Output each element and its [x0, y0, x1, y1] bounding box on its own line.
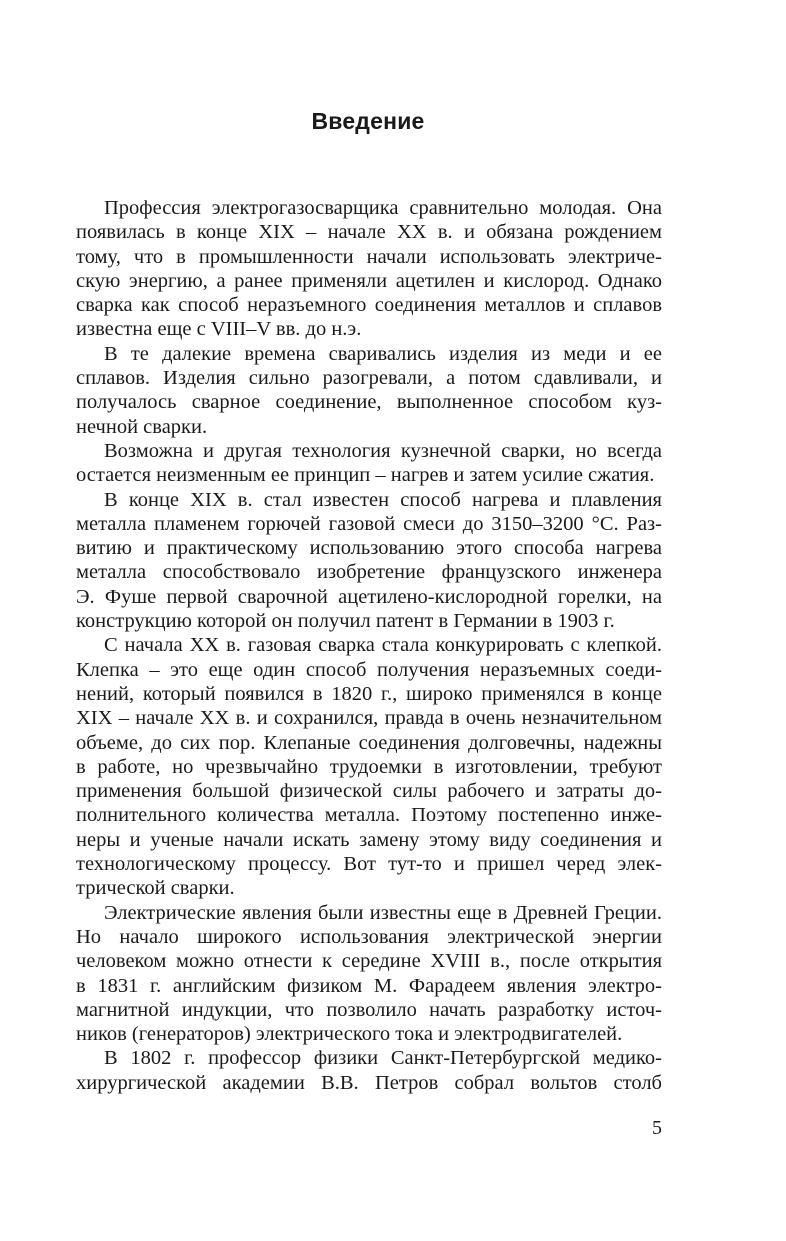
text-line: сварка как способ неразъемного соединения металлов и сплавов	[76, 294, 662, 317]
text-line: В конце XIX в. стал известен способ нагрева и плавления	[104, 488, 662, 511]
text-line: XIX – начале XX в. и сохранился, правда в очень незначительном	[76, 707, 662, 730]
text-line: Профессия электрогазосварщика сравнительно молодая. Она	[104, 197, 662, 219]
paragraph	[76, 196, 662, 342]
text-line: в 1831 г. английским физиком М. Фарадеем явления электро-	[76, 974, 662, 997]
text-line: появилась в конце XIX – начале XX в. и обязана рождением	[76, 221, 662, 244]
text-line: витию и практическому использованию этого способа нагрева	[76, 537, 662, 560]
text-line: тому, что в промышленности начали использовать электриче-	[76, 245, 662, 268]
text-line: нений, который появился в 1820 г., широко применялся в конце	[76, 682, 662, 705]
chapter-title: Введение	[311, 108, 425, 134]
text-line: С начала XX в. газовая сварка стала конкурировать с клепкой.	[104, 634, 662, 657]
paragraph	[76, 488, 662, 634]
text-line: магнитной индукции, что позволило начать разработку источ-	[76, 998, 662, 1021]
text-line: неры и ученые начали искать замену этому виду соединения и	[76, 828, 662, 851]
text-line: объеме, до сих пор. Клепаные соединения долговечны, надежны	[76, 731, 662, 754]
text-line: нечной сварки.	[76, 415, 208, 438]
text-line: В те далекие времена сваривались изделия из меди и ее	[104, 342, 662, 365]
paragraph	[76, 439, 662, 488]
text-line: сплавов. Изделия сильно разогревали, а потом сдавливали, и	[76, 367, 662, 390]
text-line: конструкцию которой он получил патент в Германии в 1903 г.	[76, 610, 615, 633]
text-line: скую энергию, а ранее применяли ацетилен и кислород. Однако	[76, 269, 662, 292]
text-line: металла пламенем горючей газовой смеси до 3150–3200 °С. Раз-	[76, 512, 662, 535]
text-line: Возможна и другая технология кузнечной сварки, но всегда	[104, 439, 662, 462]
text-line: Электрические явления были известны еще в Древней Греции.	[104, 901, 662, 924]
text-line: металла способствовало изобретение французского инженера	[76, 561, 662, 584]
text-line: Клепка – это еще один способ получения неразъемных соеди-	[76, 658, 662, 681]
text-line: технологическому процессу. Вот тут-то и пришел черед элек-	[76, 853, 662, 876]
body-text	[76, 196, 662, 1095]
text-line: хирургической академии В.В. Петров собрал вольтов столб	[76, 1071, 662, 1094]
paragraph	[76, 342, 662, 439]
text-line: трической сварки.	[76, 877, 235, 900]
text-line: получалось сварное соединение, выполненное способом куз-	[76, 391, 662, 414]
text-line: остается неизменным ее принцип – нагрев и затем усилие сжатия.	[76, 464, 655, 487]
text-line: ников (генераторов) электрического тока и электродвигателей.	[76, 1023, 623, 1046]
text-line: в работе, но чрезвычайно трудоемки в изготовлении, требуют	[76, 755, 662, 778]
page-number: 5	[652, 1117, 662, 1139]
text-line: В 1802 г. профессор физики Санкт-Петербургской медико-	[104, 1047, 662, 1070]
paragraph	[76, 633, 662, 900]
text-line: человеком можно отнести к середине XVIII в., после открытия	[76, 950, 662, 973]
text-line: полнительного количества металла. Поэтому постепенно инже-	[76, 804, 662, 827]
text-line: Э. Фуше первой сварочной ацетилено-кислородной горелки, на	[76, 585, 662, 608]
text-line: Но начало широкого использования электрической энергии	[76, 925, 662, 948]
paragraph	[76, 1046, 662, 1095]
paragraph	[76, 901, 662, 1047]
text-line: применения большой физической силы рабочего и затраты до-	[76, 780, 662, 803]
text-line: известна еще с VIII–V вв. до н.э.	[76, 318, 362, 341]
